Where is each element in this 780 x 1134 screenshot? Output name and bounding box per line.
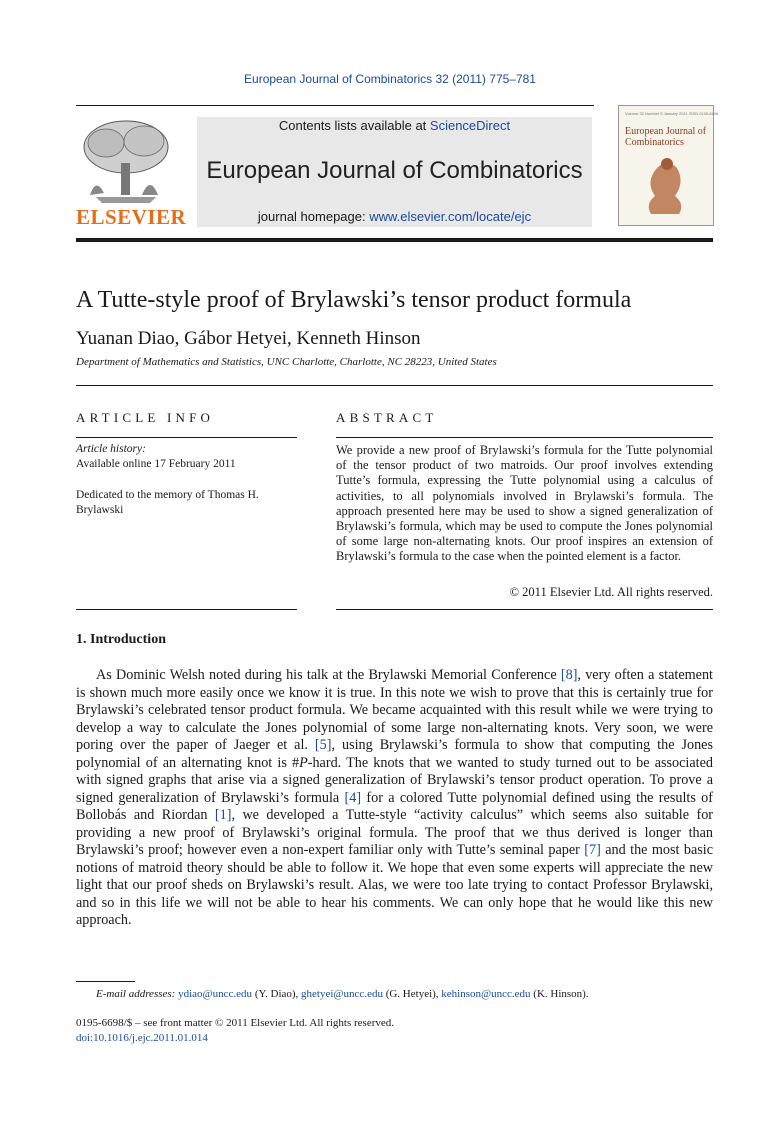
introduction-paragraph [76,667,713,930]
intro-text-2: , very often a statement is shown much more easily once we know it is true. In this note we wish to prove that this is certainly true for Brylawski’s celebrated tensor product formula. We became acquainted with this result while we were trying to develop a way to calculate the Jones polynomial of some large non-alternating knots. Very soon, we were poring over the paper of Jaeger et al. [76,667,713,753]
email-name-hinson: (K. Hinson). [530,988,589,1000]
header-top-rule [76,105,594,106]
cover-topline: Volume 32 Number 5 January 2011 ISSN 0195-6698 [625,111,719,116]
abstract-text: We provide a new proof of Brylawski’s formula for the Tutte polynomial of the tensor product of two matroids. Our proof involves extending Tutte’s formula, expressing the Tutte polynomial using a calculus of activities, to all polynomials involved in Brylawski’s formula. The approach presented here may be used to show a signed generalization of Brylawski’s formula, which may be used to compute the Jones polynomial of some large non-alternating knots. Our proof inspires an extension of Brylawski’s formula to the case when the pointed element is a factor. [336,443,713,564]
cover-illustration-icon [619,106,719,225]
dedication-line-2: Brylawski [76,504,124,516]
sciencedirect-link[interactable]: ScienceDirect [429,118,511,133]
intro-text-3: , using Brylawski’s formula to show that computing the Jones polynomial of an alternating knot is # [76,737,713,771]
contents-prefix: Contents lists available at [278,118,430,133]
title-bottom-rule [76,385,713,386]
email-name-diao: (Y. Diao), [252,988,302,1000]
article-title: A Tutte-style proof of Brylawski’s tensor product formula [76,287,632,313]
article-info-rule [76,437,297,438]
intro-text-1: As Dominic Welsh noted during his talk at the Brylawski Memorial Conference [96,667,561,683]
dedication-line-1: Dedicated to the memory of Thomas H. [76,489,259,501]
issn-line: 0195-6698/$ – see front matter © 2011 Elsevier Ltd. All rights reserved. [76,1017,395,1029]
email-link-hetyei[interactable]: ghetyei@uncc.edu [301,988,383,1000]
abstract-copyright: © 2011 Elsevier Ltd. All rights reserved. [509,585,713,599]
footnote-rule [76,981,135,982]
cover-title: European Journal of Combinatorics [625,126,707,148]
journal-citation[interactable]: European Journal of Combinatorics 32 (2011) 775–781 [244,72,536,86]
homepage-line [197,209,592,224]
introduction-heading: 1. Introduction [76,632,166,647]
author-affiliation: Department of Mathematics and Statistics, UNC Charlotte, Charlotte, NC 28223, United States [76,356,497,368]
article-history-value: Available online 17 February 2011 [76,458,236,470]
elsevier-wordmark: ELSEVIER [76,205,187,229]
abstract-bottom-rule [336,609,713,610]
intro-text-6: , we developed a Tutte-style “activity calculus” which seems also suitable for providing a new proof of Brylawski’s original formula. The proof that we thus derived is longer than Brylawski’s proof; however even a non-expert familiar only with Tutte’s seminal paper [76,807,714,858]
abstract-rule [336,437,713,438]
header-bottom-rule [76,238,713,242]
intro-text-4: -hard. The knots that we wanted to study turned out to be associated with signed graphs that arise via a signed generalization of Brylawski’s tensor product operation. To prove a signed generalization of Brylawski’s formula [76,754,713,806]
homepage-link[interactable]: www.elsevier.com/locate/ejc [369,209,532,224]
contents-line [197,118,592,133]
email-footnote [96,988,589,1000]
abstract-heading: ABSTRACT [336,410,438,425]
reference-link-8[interactable]: [8] [560,667,578,683]
reference-link-7[interactable]: [7] [584,842,601,858]
email-name-hetyei: (G. Hetyei), [382,988,442,1000]
intro-text-5: for a colored Tutte polynomial defined using the results of Bollobás and Riordan [76,789,713,823]
reference-link-1[interactable]: [1] [214,807,232,823]
doi-link[interactable]: doi:10.1016/j.ejc.2011.01.014 [76,1032,208,1044]
elsevier-tree-logo [76,117,176,205]
article-authors: Yuanan Diao, Gábor Hetyei, Kenneth Hinson [76,328,421,349]
article-info-heading: ARTICLE INFO [76,410,215,425]
reference-link-5[interactable]: [5] [314,737,332,753]
email-link-hinson[interactable]: kehinson@uncc.edu [441,988,531,1000]
article-info-bottom-rule [76,609,297,610]
elsevier-tree-icon [76,117,176,205]
intro-text-7: and the most basic notions of matroid theory should be able to follow it. We hope that even some experts will appreciate the new light that our proof sheds on Brylawski’s result. Alas, we were too late trying to contact Professor Brylawski, and so in this life we will not be able to hear his comments. We can only hope that he would like this new approach. [76,842,714,928]
reference-link-4[interactable]: [4] [344,789,362,806]
intro-p-italic: P [299,754,308,771]
email-link-diao[interactable]: ydiao@uncc.edu [178,988,253,1000]
email-label: E-mail addresses: [96,988,176,1000]
article-history-label: Article history: [76,443,146,455]
homepage-prefix: journal homepage: [257,209,370,224]
journal-name: European Journal of Combinatorics [206,157,583,184]
journal-cover-thumbnail [618,105,719,226]
